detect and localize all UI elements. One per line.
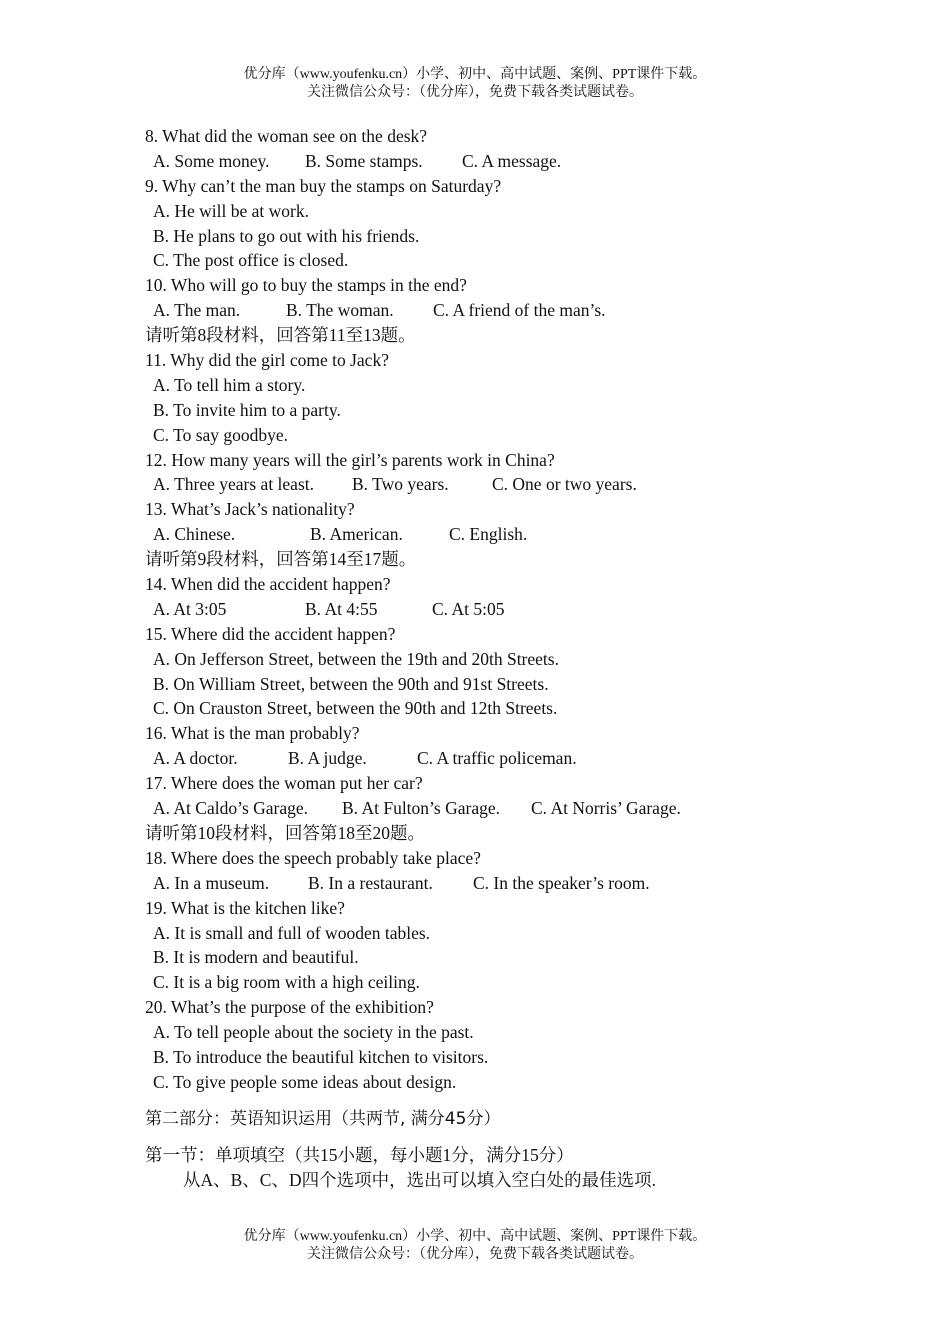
option-b: B. At 4:55	[305, 598, 378, 619]
question-stem: 16. What is the man probably?	[145, 723, 360, 744]
option-c: C. To give people some ideas about design.	[153, 1071, 457, 1092]
question-stem: 19. What is the kitchen like?	[145, 897, 345, 918]
exam-content	[145, 124, 905, 1193]
options-row	[145, 796, 905, 821]
listening-instruction: 请听第9段材料，回答第14至17题。	[145, 549, 417, 570]
option-a: A. He will be at work.	[153, 200, 310, 221]
option-b: B. He plans to go out with his friends.	[153, 225, 420, 246]
option-a: A. It is small and full of wooden tables.	[153, 922, 431, 943]
option-b: B. Some stamps.	[305, 150, 423, 171]
question-stem: 10. Who will go to buy the stamps in the end?	[145, 275, 467, 296]
question-stem: 13. What’s Jack’s nationality?	[145, 499, 355, 520]
listening-instruction: 请听第8段材料，回答第11至13题。	[145, 325, 416, 346]
option-b: B. A judge.	[288, 748, 367, 769]
option-b: B. It is modern and beautiful.	[153, 947, 359, 968]
options-row	[145, 472, 905, 497]
options-row	[145, 522, 905, 547]
option-b: B. Two years.	[352, 474, 449, 495]
options-row	[145, 298, 905, 323]
option-b: B. In a restaurant.	[308, 872, 433, 893]
header-line-1: 优分库（www.youfenku.cn）小学、初中、高中试题、案例、PPT课件下载。	[243, 67, 707, 82]
footer-line-2: 关注微信公众号：（优分库），免费下载各类试题试卷。	[307, 1247, 643, 1262]
option-c: C. A traffic policeman.	[417, 748, 577, 769]
option-a: A. On Jefferson Street, between the 19th and 20th Streets.	[153, 648, 559, 669]
option-b: B. The woman.	[286, 300, 394, 321]
section-instruction: 从A、B、C、D四个选项中，选出可以填入空白处的最佳选项.	[183, 1169, 656, 1190]
option-b: B. At Fulton’s Garage.	[342, 798, 500, 819]
option-c: C. At 5:05	[432, 598, 505, 619]
option-b: B. On William Street, between the 90th and 91st Streets.	[153, 673, 549, 694]
option-c: C. The post office is closed.	[153, 250, 349, 271]
footer-line-1: 优分库（www.youfenku.cn）小学、初中、高中试题、案例、PPT课件下载。	[243, 1229, 707, 1244]
option-b: B. To invite him to a party.	[153, 399, 341, 420]
question-stem: 11. Why did the girl come to Jack?	[145, 350, 389, 371]
question-stem: 20. What’s the purpose of the exhibition?	[145, 997, 434, 1018]
option-a: A. Chinese.	[153, 524, 236, 545]
option-c: C. One or two years.	[492, 474, 637, 495]
page-footer	[0, 1228, 950, 1264]
options-row	[145, 597, 905, 622]
option-a: A. The man.	[153, 300, 241, 321]
page-header	[0, 66, 950, 102]
section-one-title: 第一节：单项填空（共15小题，每小题1分，满分15分）	[145, 1144, 574, 1165]
options-row	[145, 746, 905, 771]
option-b: B. American.	[310, 524, 403, 545]
option-c: C. On Crauston Street, between the 90th and 12th Streets.	[153, 698, 558, 719]
option-c: C. A friend of the man’s.	[433, 300, 606, 321]
question-stem: 8. What did the woman see on the desk?	[145, 126, 428, 146]
option-a: A. A doctor.	[153, 748, 238, 769]
question-stem: 18. Where does the speech probably take place?	[145, 847, 481, 868]
option-a: A. To tell people about the society in the past.	[153, 1022, 474, 1043]
question-stem: 9. Why can’t the man buy the stamps on Saturday?	[145, 175, 502, 196]
listening-instruction: 请听第10段材料，回答第18至20题。	[145, 822, 425, 843]
option-a: A. At 3:05	[153, 598, 227, 619]
option-c: C. In the speaker’s room.	[473, 872, 650, 893]
option-c: C. English.	[449, 524, 528, 545]
question-stem: 12. How many years will the girl’s parents work in China?	[145, 449, 555, 470]
option-c: C. To say goodbye.	[153, 424, 289, 445]
options-row	[145, 871, 905, 896]
question-stem: 17. Where does the woman put her car?	[145, 773, 423, 794]
part-two-title: 第二部分：英语知识运用（共两节, 满分45分）	[145, 1108, 501, 1129]
question-stem: 14. When did the accident happen?	[145, 574, 391, 595]
option-c: C. A message.	[462, 150, 562, 171]
option-b: B. To introduce the beautiful kitchen to visitors.	[153, 1046, 489, 1067]
header-line-2: 关注微信公众号：（优分库），免费下载各类试题试卷。	[307, 85, 643, 100]
option-c: C. It is a big room with a high ceiling.	[153, 972, 420, 993]
options-row	[145, 149, 905, 174]
option-c: C. At Norris’ Garage.	[531, 798, 681, 819]
option-a: A. In a museum.	[153, 872, 270, 893]
option-a: A. At Caldo’s Garage.	[153, 798, 309, 819]
option-a: A. Three years at least.	[153, 474, 314, 495]
question-stem: 15. Where did the accident happen?	[145, 623, 396, 644]
option-a: A. Some money.	[153, 150, 270, 171]
option-a: A. To tell him a story.	[153, 374, 306, 395]
